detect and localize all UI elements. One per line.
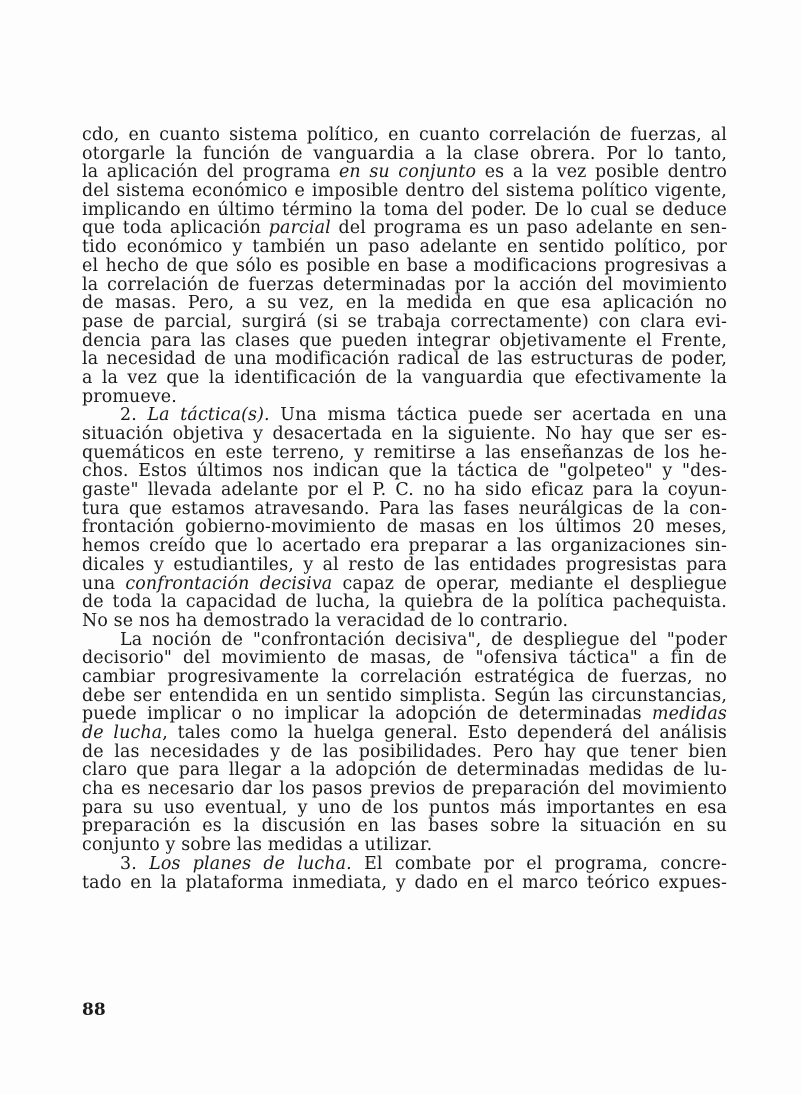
- text-line: quemáticos en este terreno, y remitirse a las enseñanzas de los he-: [82, 442, 727, 463]
- text-line: a la vez que la identificación de la vanguardia que efectivamente la: [82, 367, 727, 388]
- text-line: pase de parcial, surgirá (si se trabaja correctamente) con clara evi-: [82, 311, 727, 332]
- text-line: claro que para llegar a la adopción de determinadas medidas de lu-: [82, 760, 727, 781]
- text-line: tido económico y también un paso adelante en sentido político, por: [82, 237, 727, 258]
- text-line: tado en la plataforma inmediata, y dado en el marco teórico expues-: [82, 872, 727, 893]
- text-line: dencia para las clases que pueden integrar objetivamente el Frente,: [82, 330, 727, 351]
- text-line: No se nos ha demostrado la veracidad de lo contrario.: [82, 610, 569, 631]
- text-line: para su uso eventual, y uno de los puntos más importantes en esa: [82, 797, 727, 818]
- body-text: [82, 126, 727, 892]
- text-line: cambiar progresivamente la correlación estratégica de fuerzas, no: [82, 666, 727, 687]
- text-line: de lucha, tales como la huelga general. Esto dependerá del análisis: [82, 723, 727, 743]
- text-line: de masas. Pero, a su vez, en la medida en que esa aplicación no: [82, 293, 727, 314]
- text-line: puede implicar o no implicar la adopción de determinadas medidas: [82, 704, 727, 725]
- text-line: decisorio" del movimiento de masas, de "ofensiva táctica" a fin de: [82, 648, 727, 669]
- text-line: la necesidad de una modificación radical de las estructuras de poder,: [82, 349, 727, 370]
- text-line: la aplicación del programa en su conjunto es a la vez posible dentro: [82, 162, 728, 183]
- text-line: de toda la capacidad de lucha, la quiebra de la política pachequista.: [82, 592, 727, 613]
- text-line: tura que estamos atravesando. Para las fases neurálgicas de la con-: [82, 498, 727, 519]
- text-line: del sistema económico e imposible dentro del sistema político vigente,: [82, 181, 727, 202]
- text-line: cha es necesario dar los pasos previos de preparación del movimiento: [82, 779, 727, 800]
- text-line: debe ser entendida en un sentido simplista. Según las circunstancias,: [82, 685, 727, 706]
- text-line: implicando en último término la toma del poder. De lo cual se deduce: [82, 199, 727, 220]
- text-line: una confrontación decisiva capaz de operar, mediante el despliegue: [82, 573, 727, 594]
- text-line: de las necesidades y de las posibilidades. Pero hay que tener bien: [82, 741, 727, 762]
- text-line: la correlación de fuerzas determinadas por la acción del movimiento: [82, 274, 727, 295]
- text-line: La noción de "confrontación decisiva", de despliegue del "poder: [120, 629, 727, 650]
- text-line: 3. Los planes de lucha. El combate por el programa, concre-: [120, 853, 728, 874]
- text-line: el hecho de que sólo es posible en base a modificacions progresivas a: [82, 255, 727, 276]
- page-number: 88: [82, 1000, 106, 1020]
- text-line: conjunto y sobre las medidas a utilizar.: [82, 835, 433, 856]
- text-line: chos. Estos últimos nos indican que la táctica de "golpeteo" y "des-: [82, 461, 727, 482]
- text-line: cdo, en cuanto sistema político, en cuanto correlación de fuerzas, al: [82, 125, 727, 145]
- text-line: situación objetiva y desacertada en la siguiente. No hay que ser es-: [82, 424, 727, 444]
- text-line: dicales y estudiantiles, y al resto de las entidades progresistas para: [82, 554, 727, 575]
- text-line: que toda aplicación parcial del programa es un paso adelante en sen-: [82, 218, 728, 239]
- text-line: 2. La táctica(s). Una misma táctica puede ser acertada en una: [120, 405, 727, 426]
- text-line: preparación es la discusión en las bases sobre la situación en su: [82, 816, 727, 837]
- text-line: hemos creído que lo acertado era preparar a las organizaciones sin-: [82, 536, 727, 557]
- text-line: gaste" llevada adelante por el P. C. no ha sido eficaz para la coyun-: [82, 480, 727, 501]
- text-line: otorgarle la función de vanguardia a la clase obrera. Por lo tanto,: [82, 143, 727, 164]
- text-line: frontación gobierno-movimiento de masas en los últimos 20 meses,: [82, 517, 727, 538]
- text-line: promueve.: [82, 386, 177, 407]
